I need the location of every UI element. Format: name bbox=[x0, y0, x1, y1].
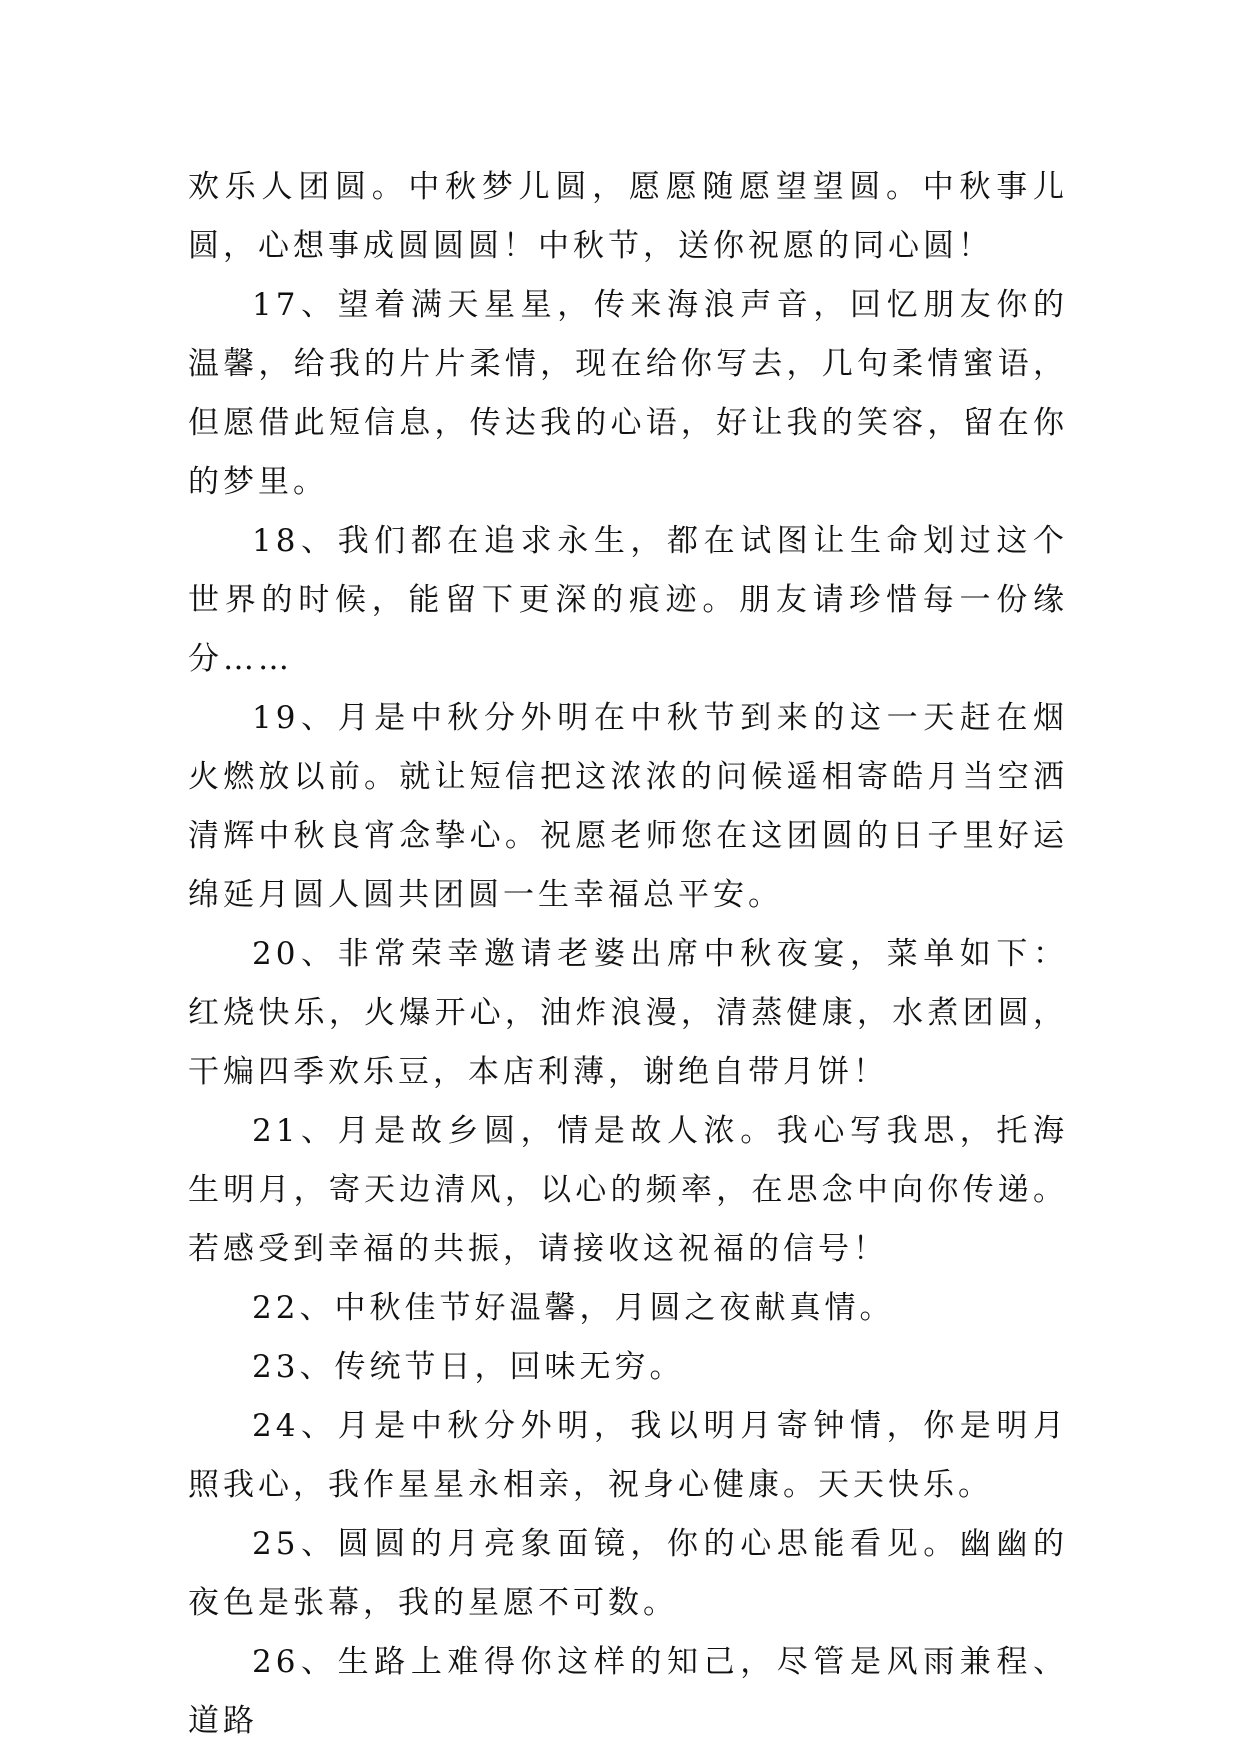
paragraph-19: 19、月是中秋分外明在中秋节到来的这一天赶在烟火燃放以前。就让短信把这浓浓的问候遥相寄皓月当空洒清辉中秋良宵念挚心。祝愿老师您在这团圆的日子里好运绵延月圆人圆共团圆一生幸福总平安。 bbox=[188, 700, 1068, 913]
paragraph-21: 21、月是故乡圆，情是故人浓。我心写我思，托海生明月，寄天边清风，以心的频率，在思念中向你传递。若感受到幸福的共振，请接收这祝福的信号！ bbox=[188, 1113, 1068, 1267]
paragraph-18: 18、我们都在追求永生，都在试图让生命划过这个世界的时候，能留下更深的痕迹。朋友请珍惜每一份缘分…… bbox=[188, 523, 1068, 677]
paragraph-26: 26、生路上难得你这样的知己，尽管是风雨兼程、道路 bbox=[188, 1644, 1068, 1739]
paragraph-24: 24、月是中秋分外明，我以明月寄钟情，你是明月照我心，我作星星永相亲，祝身心健康。天天快乐。 bbox=[188, 1408, 1068, 1503]
paragraph-22: 22、中秋佳节好温馨，月圆之夜献真情。 bbox=[252, 1290, 895, 1326]
document-body bbox=[188, 158, 1068, 1751]
paragraph-continuation: 欢乐人团圆。中秋梦儿圆，愿愿随愿望望圆。中秋事儿圆，心想事成圆圆圆！中秋节，送你祝愿的同心圆！ bbox=[188, 169, 1068, 264]
paragraph-20: 20、非常荣幸邀请老婆出席中秋夜宴，菜单如下：红烧快乐，火爆开心，油炸浪漫，清蒸健康，水煮团圆，干煸四季欢乐豆，本店利薄，谢绝自带月饼！ bbox=[188, 936, 1068, 1090]
paragraph-23: 23、传统节日，回味无穷。 bbox=[252, 1349, 685, 1385]
paragraph-17: 17、望着满天星星，传来海浪声音，回忆朋友你的温馨，给我的片片柔情，现在给你写去，几句柔情蜜语，但愿借此短信息，传达我的心语，好让我的笑容，留在你的梦里。 bbox=[188, 287, 1068, 500]
paragraph-25: 25、圆圆的月亮象面镜，你的心思能看见。幽幽的夜色是张幕，我的星愿不可数。 bbox=[188, 1526, 1068, 1621]
